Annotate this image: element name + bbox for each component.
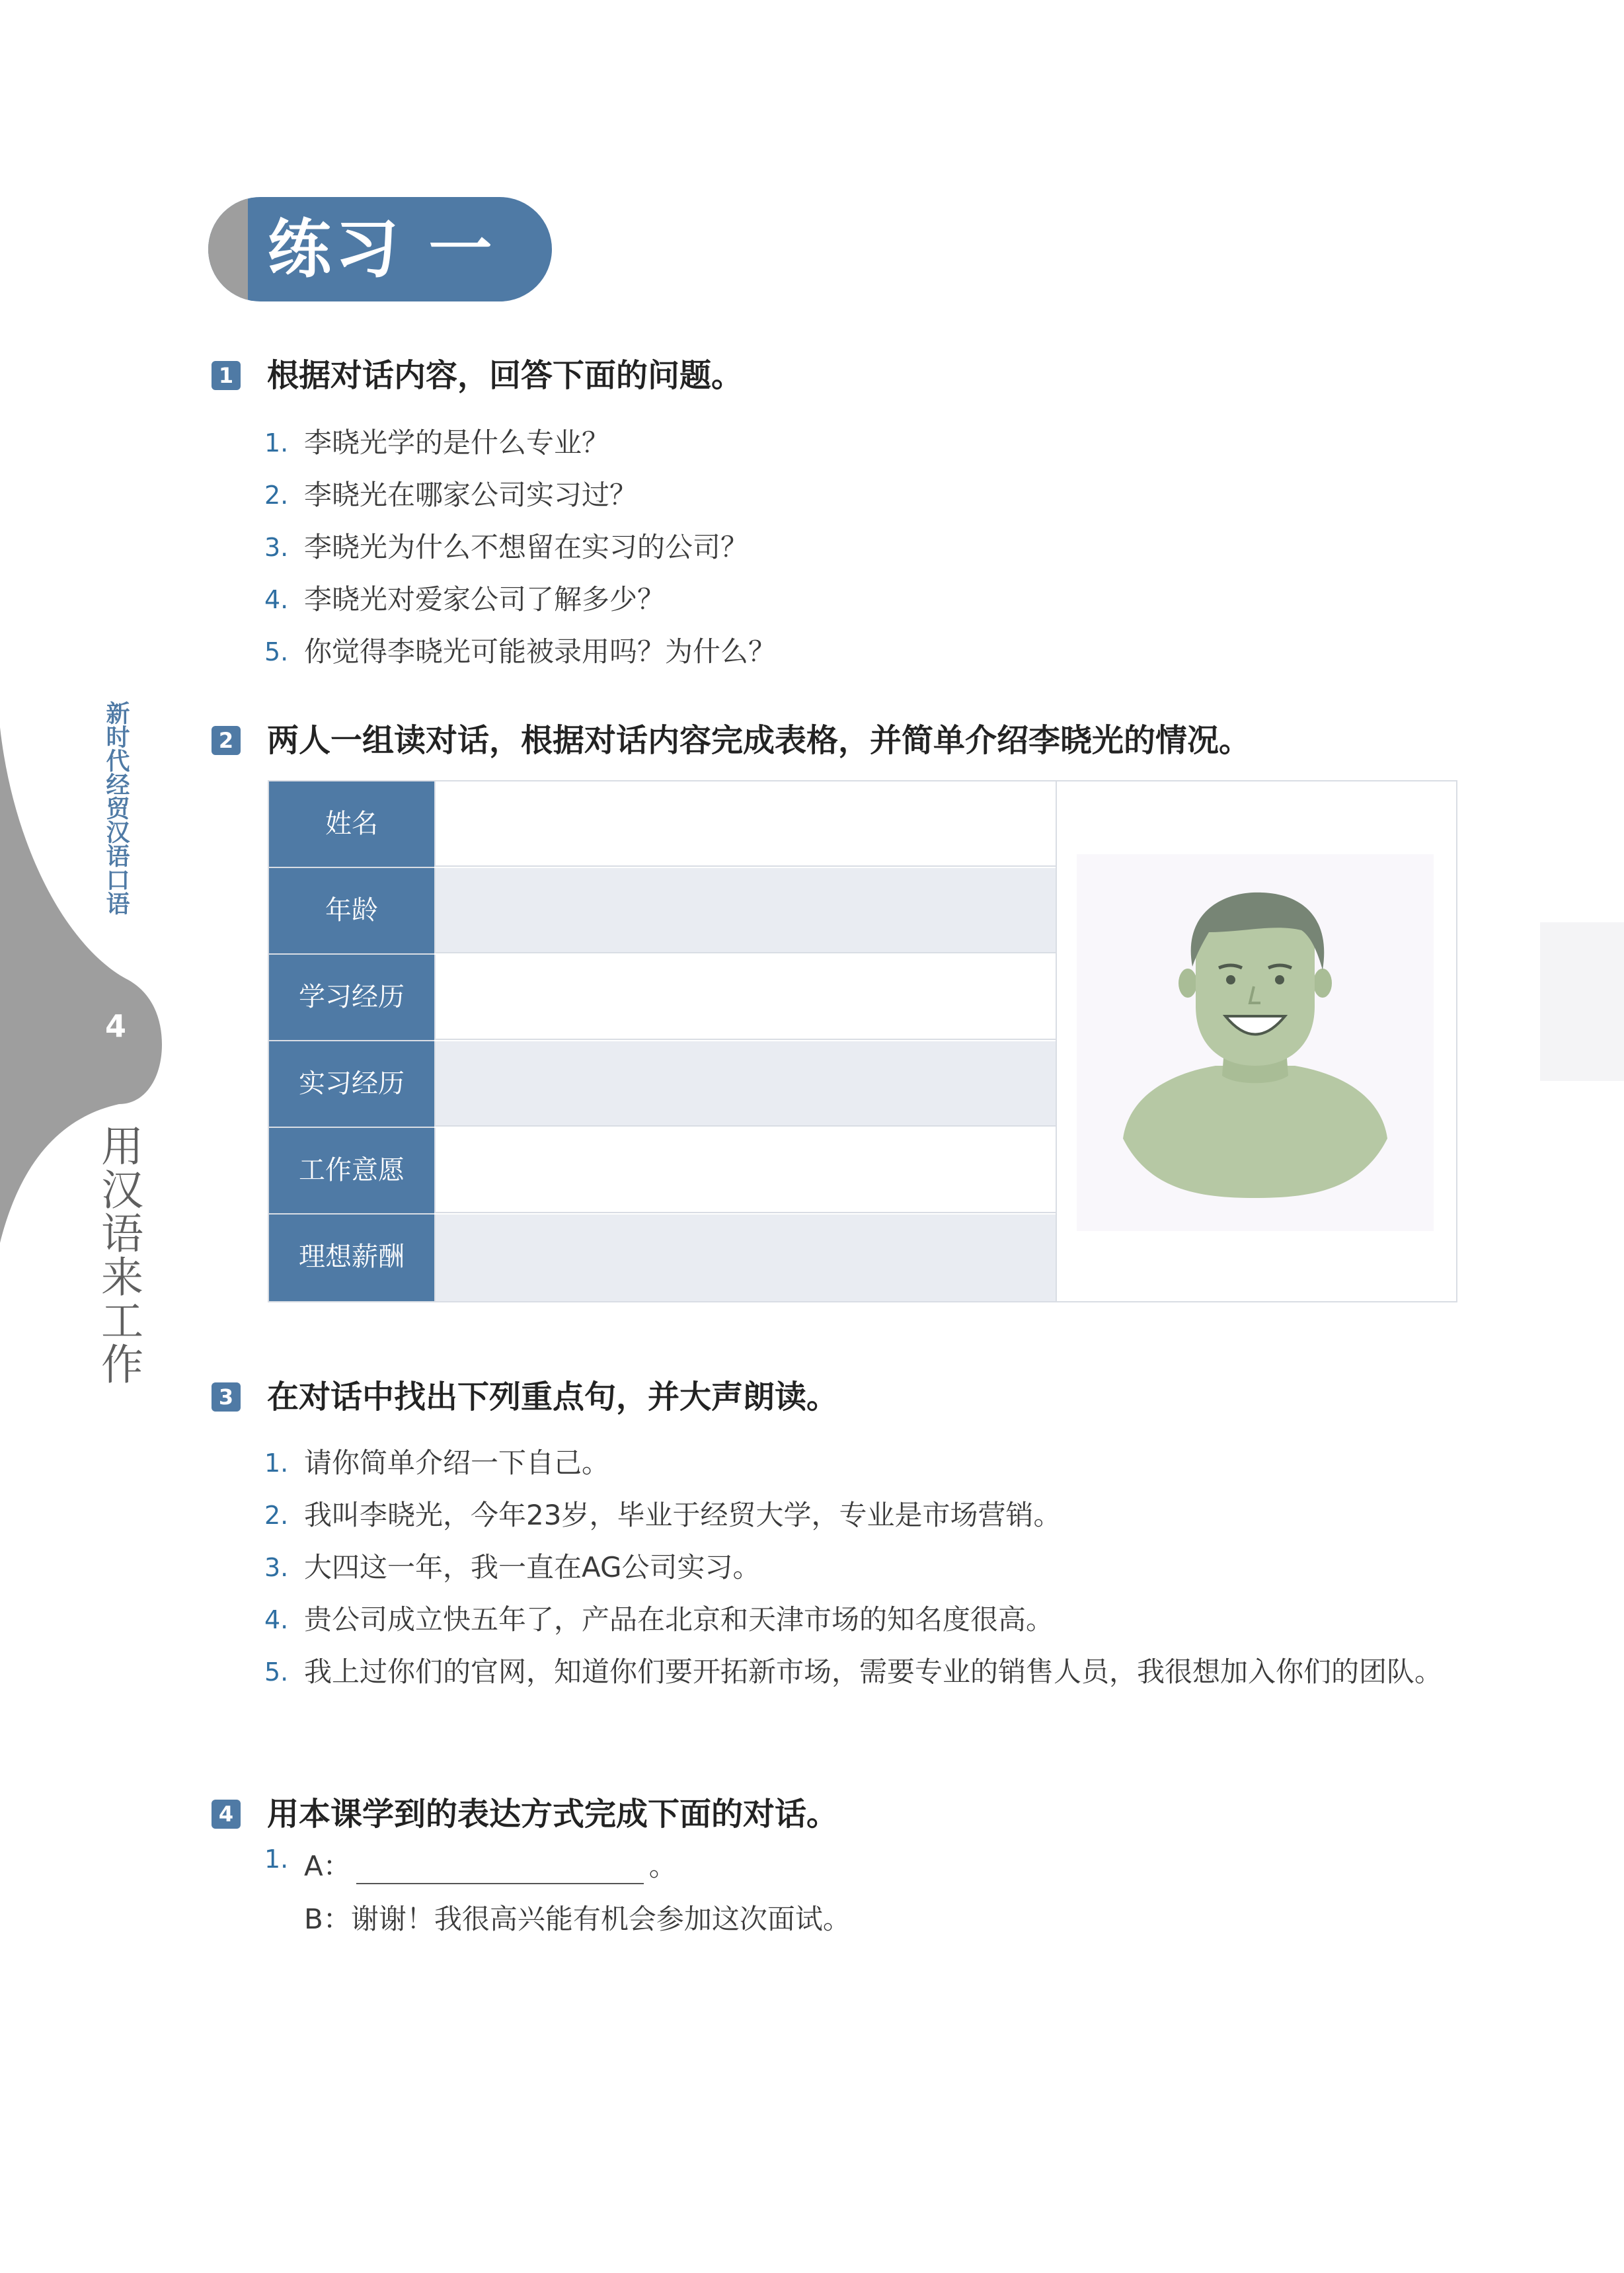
speaker-a-label: A： bbox=[304, 1850, 351, 1882]
row-label: 学习经历 bbox=[269, 955, 434, 1041]
photo-cell bbox=[1056, 781, 1456, 1301]
answer-cell-name[interactable] bbox=[434, 781, 1056, 867]
row-label: 姓名 bbox=[269, 781, 434, 868]
book-title: 新时代经贸汉语口语 bbox=[102, 701, 130, 915]
fill-in-blank[interactable] bbox=[356, 1856, 644, 1884]
avatar bbox=[1077, 854, 1434, 1231]
answer-cell-education[interactable] bbox=[434, 955, 1056, 1040]
sentence-end: 。 bbox=[648, 1850, 677, 1882]
answer-cell-internship[interactable] bbox=[434, 1041, 1056, 1127]
answer-cell-salary[interactable] bbox=[434, 1215, 1056, 1301]
page-title: 练习 一 bbox=[268, 212, 496, 286]
table-row bbox=[269, 955, 1056, 1041]
page-number: 4 bbox=[104, 1008, 126, 1044]
chapter-title: 用汉语来工作 bbox=[94, 1124, 143, 1386]
table-row bbox=[269, 1041, 1056, 1128]
answer-cell-age[interactable] bbox=[434, 868, 1056, 953]
answer-cell-job-intent[interactable] bbox=[434, 1128, 1056, 1213]
section-1-badge: 1 bbox=[212, 361, 241, 390]
dialogue-line-b: B：谢谢！我很高兴能有机会参加这次面试。 bbox=[304, 1903, 851, 1935]
section-3-badge: 3 bbox=[212, 1382, 241, 1412]
row-label: 理想薪酬 bbox=[269, 1215, 434, 1301]
table-row bbox=[269, 868, 1056, 955]
row-label: 年龄 bbox=[269, 868, 434, 955]
profile-table bbox=[268, 780, 1457, 1302]
table-row bbox=[269, 1215, 1056, 1301]
section-4-title: 用本课学到的表达方式完成下面的对话。 bbox=[267, 1796, 839, 1833]
right-edge-tab bbox=[1540, 922, 1624, 1081]
section-2-title: 两人一组读对话，根据对话内容完成表格，并简单介绍李晓光的情况。 bbox=[267, 722, 1251, 759]
section-3-title: 在对话中找出下列重点句，并大声朗读。 bbox=[267, 1378, 839, 1416]
section-4-badge: 4 bbox=[212, 1800, 241, 1829]
section-1-title: 根据对话内容，回答下面的问题。 bbox=[267, 357, 744, 394]
table-row bbox=[269, 781, 1056, 868]
row-label: 工作意愿 bbox=[269, 1128, 434, 1215]
section-2-badge: 2 bbox=[212, 726, 241, 755]
avatar-illustration bbox=[1077, 854, 1434, 1231]
row-label: 实习经历 bbox=[269, 1041, 434, 1128]
table-row bbox=[269, 1128, 1056, 1215]
exercise-title-pill bbox=[208, 197, 552, 301]
title-pill-accent bbox=[208, 197, 248, 301]
